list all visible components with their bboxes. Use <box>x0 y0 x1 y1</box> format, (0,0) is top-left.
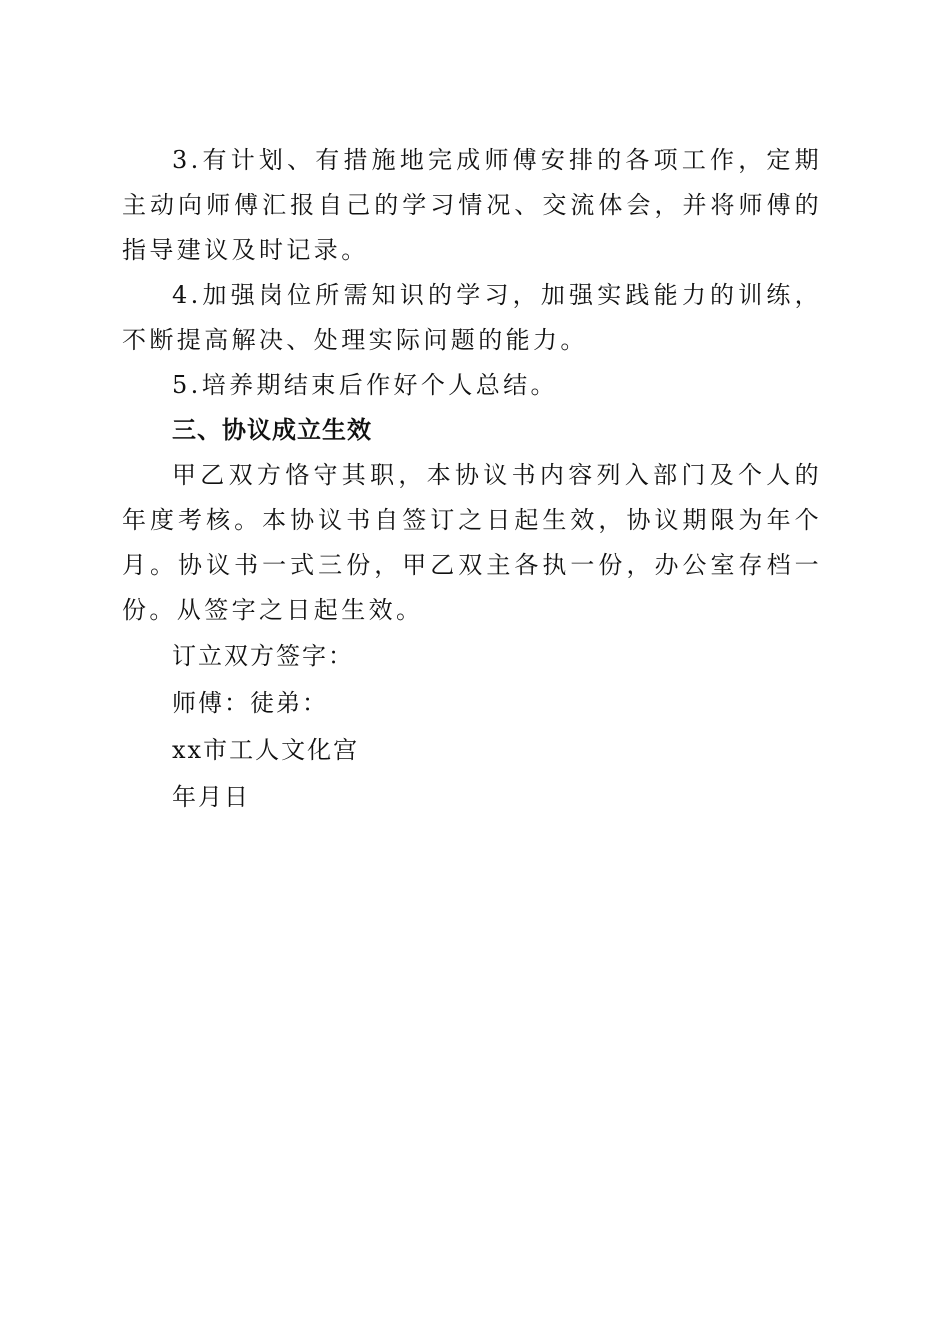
organization-name: xx市工人文化宫 <box>172 736 360 764</box>
item-3: 3.有计划、有措施地完成师傅安排的各项工作，定期主动向师傅汇报自己的学习情况、交流体会，并将师傅的指导建议及时记录。 <box>122 146 822 264</box>
signature-label: 订立双方签字： <box>172 642 354 670</box>
item-5: 5.培养期结束后作好个人总结。 <box>172 371 558 399</box>
item-4: 4.加强岗位所需知识的学习，加强实践能力的训练，不断提高解决、处理实际问题的能力。 <box>122 281 822 354</box>
section-heading: 三、协议成立生效 <box>172 416 372 444</box>
section-body: 甲乙双方恪守其职，本协议书内容列入部门及个人的年度考核。本协议书自签订之日起生效，协议期限为年个月。协议书一式三份，甲乙双主各执一份，办公室存档一份。从签字之日起生效。 <box>122 461 822 624</box>
document-page <box>122 138 822 821</box>
parties-line: 师傅：徒弟： <box>172 689 328 717</box>
date-line: 年月日 <box>172 783 250 811</box>
